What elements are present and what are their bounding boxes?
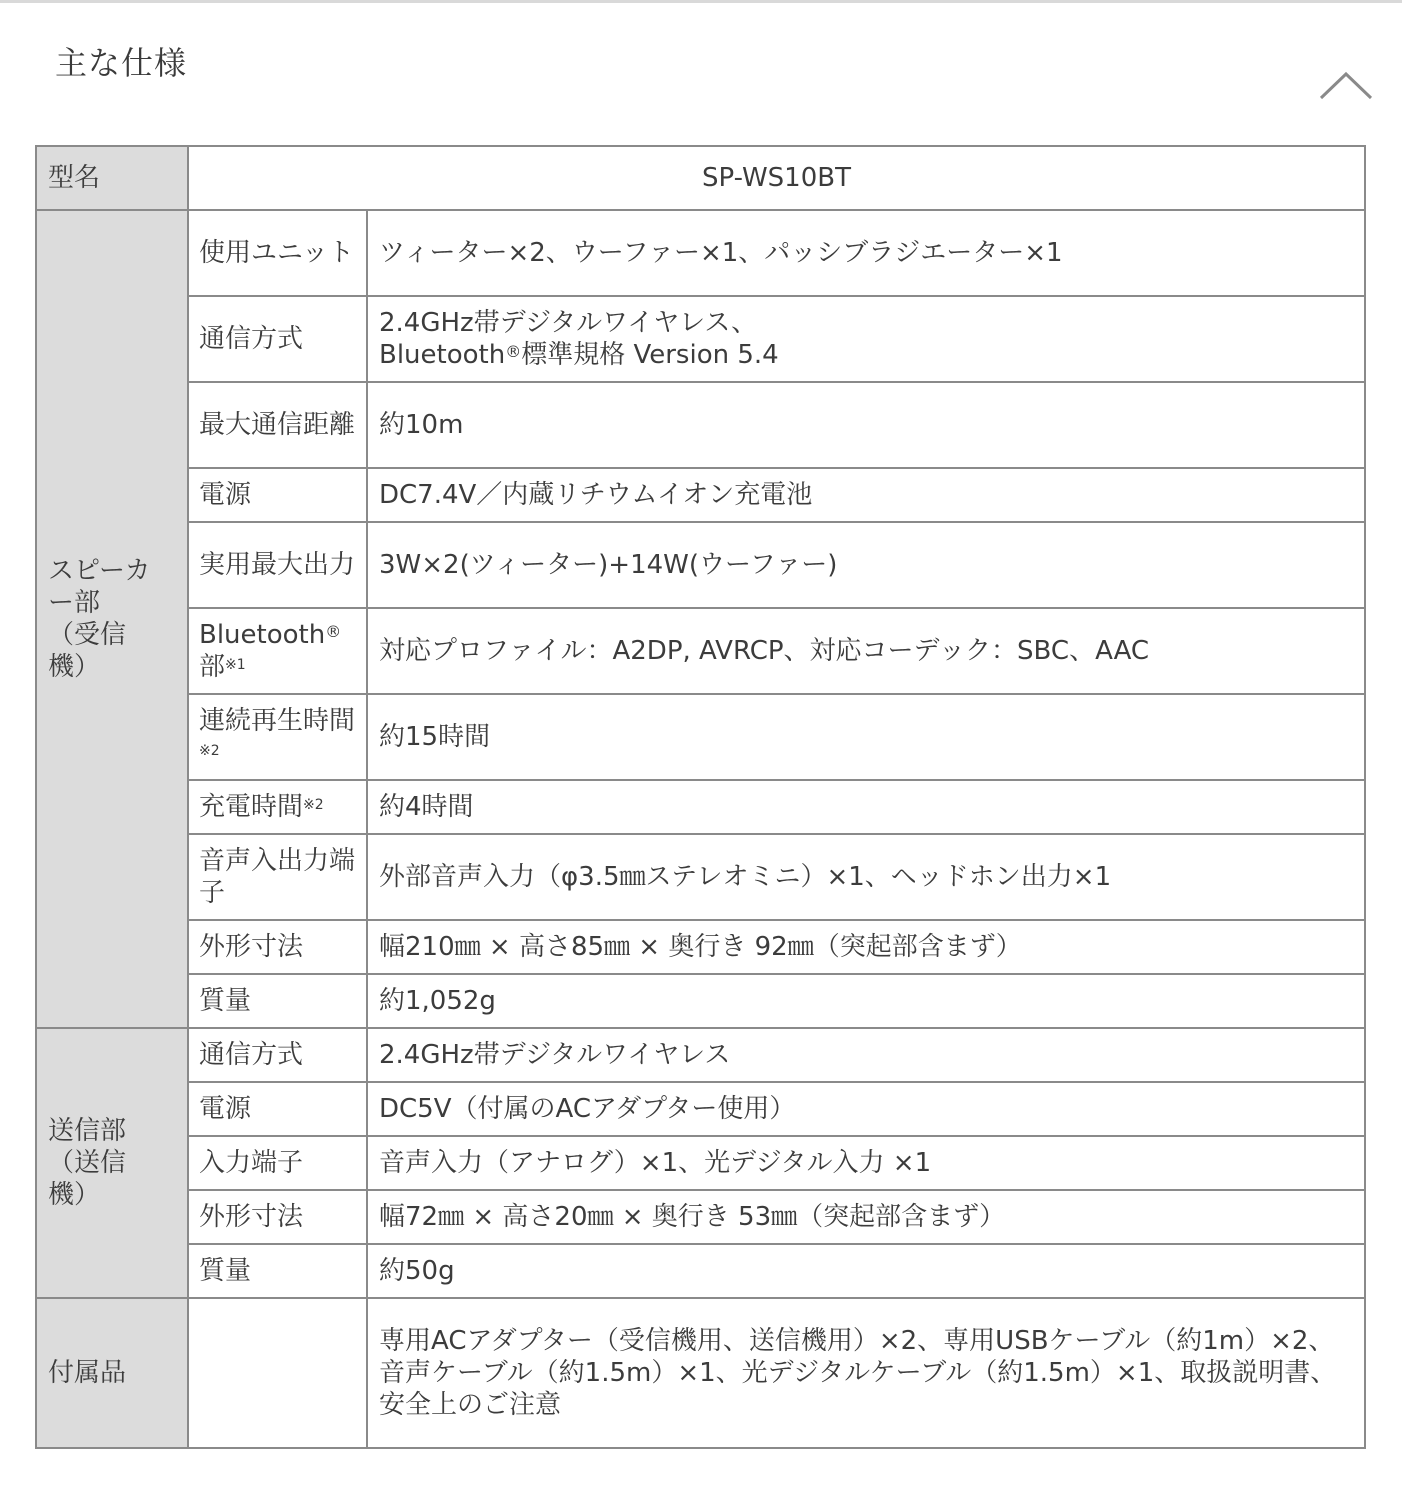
spec-value: 幅210㎜ × 高さ85㎜ × 奥行き 92㎜（突起部含まず） (367, 920, 1365, 974)
spec-label: 電源 (188, 1082, 367, 1136)
table-row (36, 1244, 1365, 1298)
table-row (36, 974, 1365, 1028)
table-row (36, 694, 1365, 780)
accessories-value: 専用ACアダプター（受信機用、送信機用）×2、専用USBケーブル（約1m）×2、 音声ケーブル（約1.5m）×1、光デジタルケーブル（約1.5m）×1、取扱説明書、安全上のご注意 (367, 1298, 1365, 1448)
accessories-sub-label (188, 1298, 367, 1448)
model-label: 型名 (36, 146, 188, 210)
spec-value: 3W×2(ツィーター)+14W(ウーファー) (367, 522, 1365, 608)
table-row (36, 1136, 1365, 1190)
spec-label: 外形寸法 (188, 1190, 367, 1244)
spec-label: 通信方式 (188, 1028, 367, 1082)
spec-label: 実用最大出力 (188, 522, 367, 608)
spec-value: 幅72㎜ × 高さ20㎜ × 奥行き 53㎜（突起部含まず） (367, 1190, 1365, 1244)
table-row (36, 296, 1365, 382)
spec-value: ツィーター×2、ウーファー×1、パッシブラジエーター×1 (367, 210, 1365, 296)
table-row (36, 382, 1365, 468)
spec-label: 質量 (188, 1244, 367, 1298)
table-row (36, 1082, 1365, 1136)
spec-label: 充電時間$^{※2}$ (188, 780, 367, 834)
spec-label: 質量 (188, 974, 367, 1028)
spec-label: Bluetooth® 部$^{※1}$ (188, 608, 367, 694)
table-row (36, 210, 1365, 296)
spec-label: 最大通信距離 (188, 382, 367, 468)
spec-table (35, 145, 1366, 1449)
spec-value: 2.4GHz帯デジタルワイヤレス、 Bluetooth®標準規格 Version 5.4 (367, 296, 1365, 382)
spec-value: 約10m (367, 382, 1365, 468)
spec-label: 使用ユニット (188, 210, 367, 296)
spec-value: 約1,052g (367, 974, 1365, 1028)
spec-label: 音声入出力端子 (188, 834, 367, 920)
spec-label: 外形寸法 (188, 920, 367, 974)
table-row (36, 834, 1365, 920)
table-row (36, 468, 1365, 522)
spec-value: 約4時間 (367, 780, 1365, 834)
spec-value: DC7.4V／内蔵リチウムイオン充電池 (367, 468, 1365, 522)
spec-label: 電源 (188, 468, 367, 522)
table-row (36, 1298, 1365, 1448)
spec-label: 通信方式 (188, 296, 367, 382)
spec-label: 連続再生時間$^{※2}$ (188, 694, 367, 780)
table-row (36, 1190, 1365, 1244)
speaker-category-label: スピーカ ー部 （受信 機） (36, 210, 188, 1028)
table-row (36, 146, 1365, 210)
table-row (36, 1028, 1365, 1082)
spec-value: 約50g (367, 1244, 1365, 1298)
spec-label: 入力端子 (188, 1136, 367, 1190)
collapse-toggle-button[interactable] (1316, 64, 1376, 104)
chevron-up-icon (1316, 64, 1376, 104)
spec-value: 約15時間 (367, 694, 1365, 780)
table-row (36, 608, 1365, 694)
spec-value: 音声入力（アナログ）×1、光デジタル入力 ×1 (367, 1136, 1365, 1190)
spec-value: 外部音声入力（φ3.5㎜ステレオミニ）×1、ヘッドホン出力×1 (367, 834, 1365, 920)
spec-value: 2.4GHz帯デジタルワイヤレス (367, 1028, 1365, 1082)
table-row (36, 522, 1365, 608)
top-divider (0, 0, 1402, 3)
transmitter-category-label: 送信部 （送信 機） (36, 1028, 188, 1298)
table-row (36, 920, 1365, 974)
spec-value: DC5V（付属のACアダプター使用） (367, 1082, 1365, 1136)
table-row (36, 780, 1365, 834)
spec-value: 対応プロファイル：A2DP, AVRCP、対応コーデック：SBC、AAC (367, 608, 1365, 694)
model-value: SP-WS10BT (188, 146, 1365, 210)
accessories-category-label: 付属品 (36, 1298, 188, 1448)
section-title: 主な仕様 (55, 44, 188, 82)
